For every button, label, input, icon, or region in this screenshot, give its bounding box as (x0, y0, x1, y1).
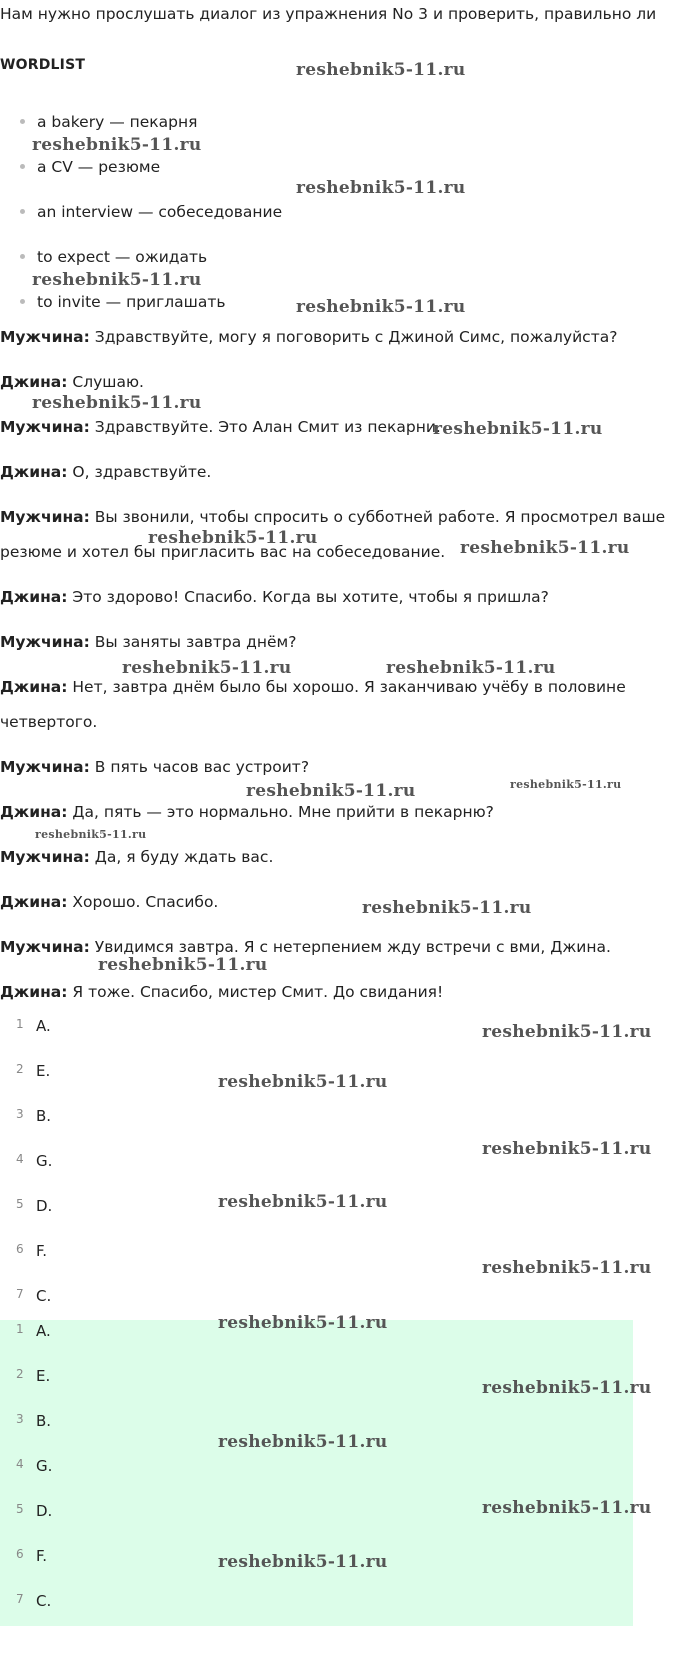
watermark: reshebnik5-11.ru (218, 1552, 388, 1572)
watermark: reshebnik5-11.ru (482, 1139, 652, 1159)
speaker: Джина: (0, 588, 68, 606)
dialogue-line: Мужчина: Здравствуйте, могу я поговорить с Джиной Симс, пожалуйста? (0, 328, 618, 346)
list-item: 4 G. (16, 1152, 53, 1170)
list-item: 1 A. (16, 1017, 51, 1035)
speaker: Мужчина: (0, 633, 90, 651)
list-item: 5 D. (16, 1502, 53, 1520)
wordlist-item: an interview — собеседование (20, 202, 282, 222)
watermark: reshebnik5-11.ru (122, 658, 292, 678)
list-item: 2 E. (16, 1062, 51, 1080)
bullet-icon (20, 299, 25, 304)
watermark: reshebnik5-11.ru (32, 135, 202, 155)
watermark: reshebnik5-11.ru (362, 898, 532, 918)
watermark: reshebnik5-11.ru (460, 538, 630, 558)
intro-text: Нам нужно прослушать диалог из упражнения No 3 и проверить, правильно ли (0, 5, 657, 23)
bullet-icon (20, 164, 25, 169)
dialogue-line: Мужчина: В пять часов вас устроит? (0, 758, 310, 776)
list-item: 5 D. (16, 1197, 53, 1215)
wordlist-item: a bakery — пекарня (20, 112, 197, 132)
speaker: Джина: (0, 803, 68, 821)
dialogue-line: Джина: Слушаю. (0, 373, 144, 391)
list-item: 2 E. (16, 1367, 51, 1385)
dialogue-line: Джина: Это здорово! Спасибо. Когда вы хотите, чтобы я пришла? (0, 588, 549, 606)
watermark: reshebnik5-11.ru (32, 393, 202, 413)
watermark: reshebnik5-11.ru (482, 1498, 652, 1518)
speaker: Мужчина: (0, 758, 90, 776)
bullet-icon (20, 254, 25, 259)
watermark: reshebnik5-11.ru (296, 297, 466, 317)
watermark: reshebnik5-11.ru (296, 60, 466, 80)
wordlist-item: to invite — приглашать (20, 292, 226, 312)
speaker: Джина: (0, 893, 68, 911)
speaker: Мужчина: (0, 328, 90, 346)
bullet-icon (20, 209, 25, 214)
watermark: reshebnik5-11.ru (386, 658, 556, 678)
list-item: 6 F. (16, 1242, 47, 1260)
watermark: reshebnik5-11.ru (218, 1192, 388, 1212)
dialogue-line: Джина: Я тоже. Спасибо, мистер Смит. До свидания! (0, 983, 444, 1001)
watermark: reshebnik5-11.ru (482, 1258, 652, 1278)
dialogue-line: Джина: О, здравствуйте. (0, 463, 212, 481)
watermark: reshebnik5-11.ru (482, 1378, 652, 1398)
watermark: reshebnik5-11.ru (433, 419, 603, 439)
bullet-icon (20, 119, 25, 124)
wordlist-item: a CV — резюме (20, 157, 160, 177)
speaker: Джина: (0, 463, 68, 481)
dialogue-continuation: четвертого. (0, 713, 98, 731)
dialogue-line: Мужчина: Да, я буду ждать вас. (0, 848, 274, 866)
dialogue-line: Джина: Нет, завтра днём было бы хорошо. Я заканчиваю учёбу в половине (0, 678, 626, 696)
list-item: 4 G. (16, 1457, 53, 1475)
watermark: reshebnik5-11.ru (510, 778, 622, 791)
watermark: reshebnik5-11.ru (296, 178, 466, 198)
dialogue-line: Джина: Да, пять — это нормально. Мне прийти в пекарню? (0, 803, 494, 821)
dialogue-line: Мужчина: Увидимся завтра. Я с нетерпением жду встречи с вми, Джина. (0, 938, 611, 956)
dialogue-line: Мужчина: Вы заняты завтра днём? (0, 633, 297, 651)
speaker: Джина: (0, 983, 68, 1001)
watermark: reshebnik5-11.ru (98, 955, 268, 975)
dialogue-line: Мужчина: Здравствуйте. Это Алан Смит из пекарни. (0, 418, 441, 436)
list-item: 3 B. (16, 1107, 52, 1125)
list-item: 7 C. (16, 1287, 52, 1305)
watermark: reshebnik5-11.ru (246, 781, 416, 801)
watermark: reshebnik5-11.ru (32, 270, 202, 290)
watermark: reshebnik5-11.ru (482, 1022, 652, 1042)
list-item: 6 F. (16, 1547, 47, 1565)
watermark: reshebnik5-11.ru (35, 828, 147, 841)
list-item: 3 B. (16, 1412, 52, 1430)
list-item: 7 C. (16, 1592, 52, 1610)
watermark: reshebnik5-11.ru (218, 1432, 388, 1452)
dialogue-continuation: резюме и хотел бы пригласить вас на собеседование. (0, 543, 446, 561)
speaker: Джина: (0, 373, 68, 391)
dialogue-line: Мужчина: Вы звонили, чтобы спросить о субботней работе. Я просмотрел ваше (0, 508, 666, 526)
wordlist-item: to expect — ожидать (20, 247, 207, 267)
speaker: Джина: (0, 678, 68, 696)
speaker: Мужчина: (0, 418, 90, 436)
speaker: Мужчина: (0, 938, 90, 956)
dialogue-line: Джина: Хорошо. Спасибо. (0, 893, 219, 911)
list-item: 1 A. (16, 1322, 51, 1340)
watermark: reshebnik5-11.ru (148, 528, 318, 548)
speaker: Мужчина: (0, 508, 90, 526)
watermark: reshebnik5-11.ru (218, 1313, 388, 1333)
speaker: Мужчина: (0, 848, 90, 866)
watermark: reshebnik5-11.ru (218, 1072, 388, 1092)
wordlist-title: WORDLIST (0, 57, 86, 73)
